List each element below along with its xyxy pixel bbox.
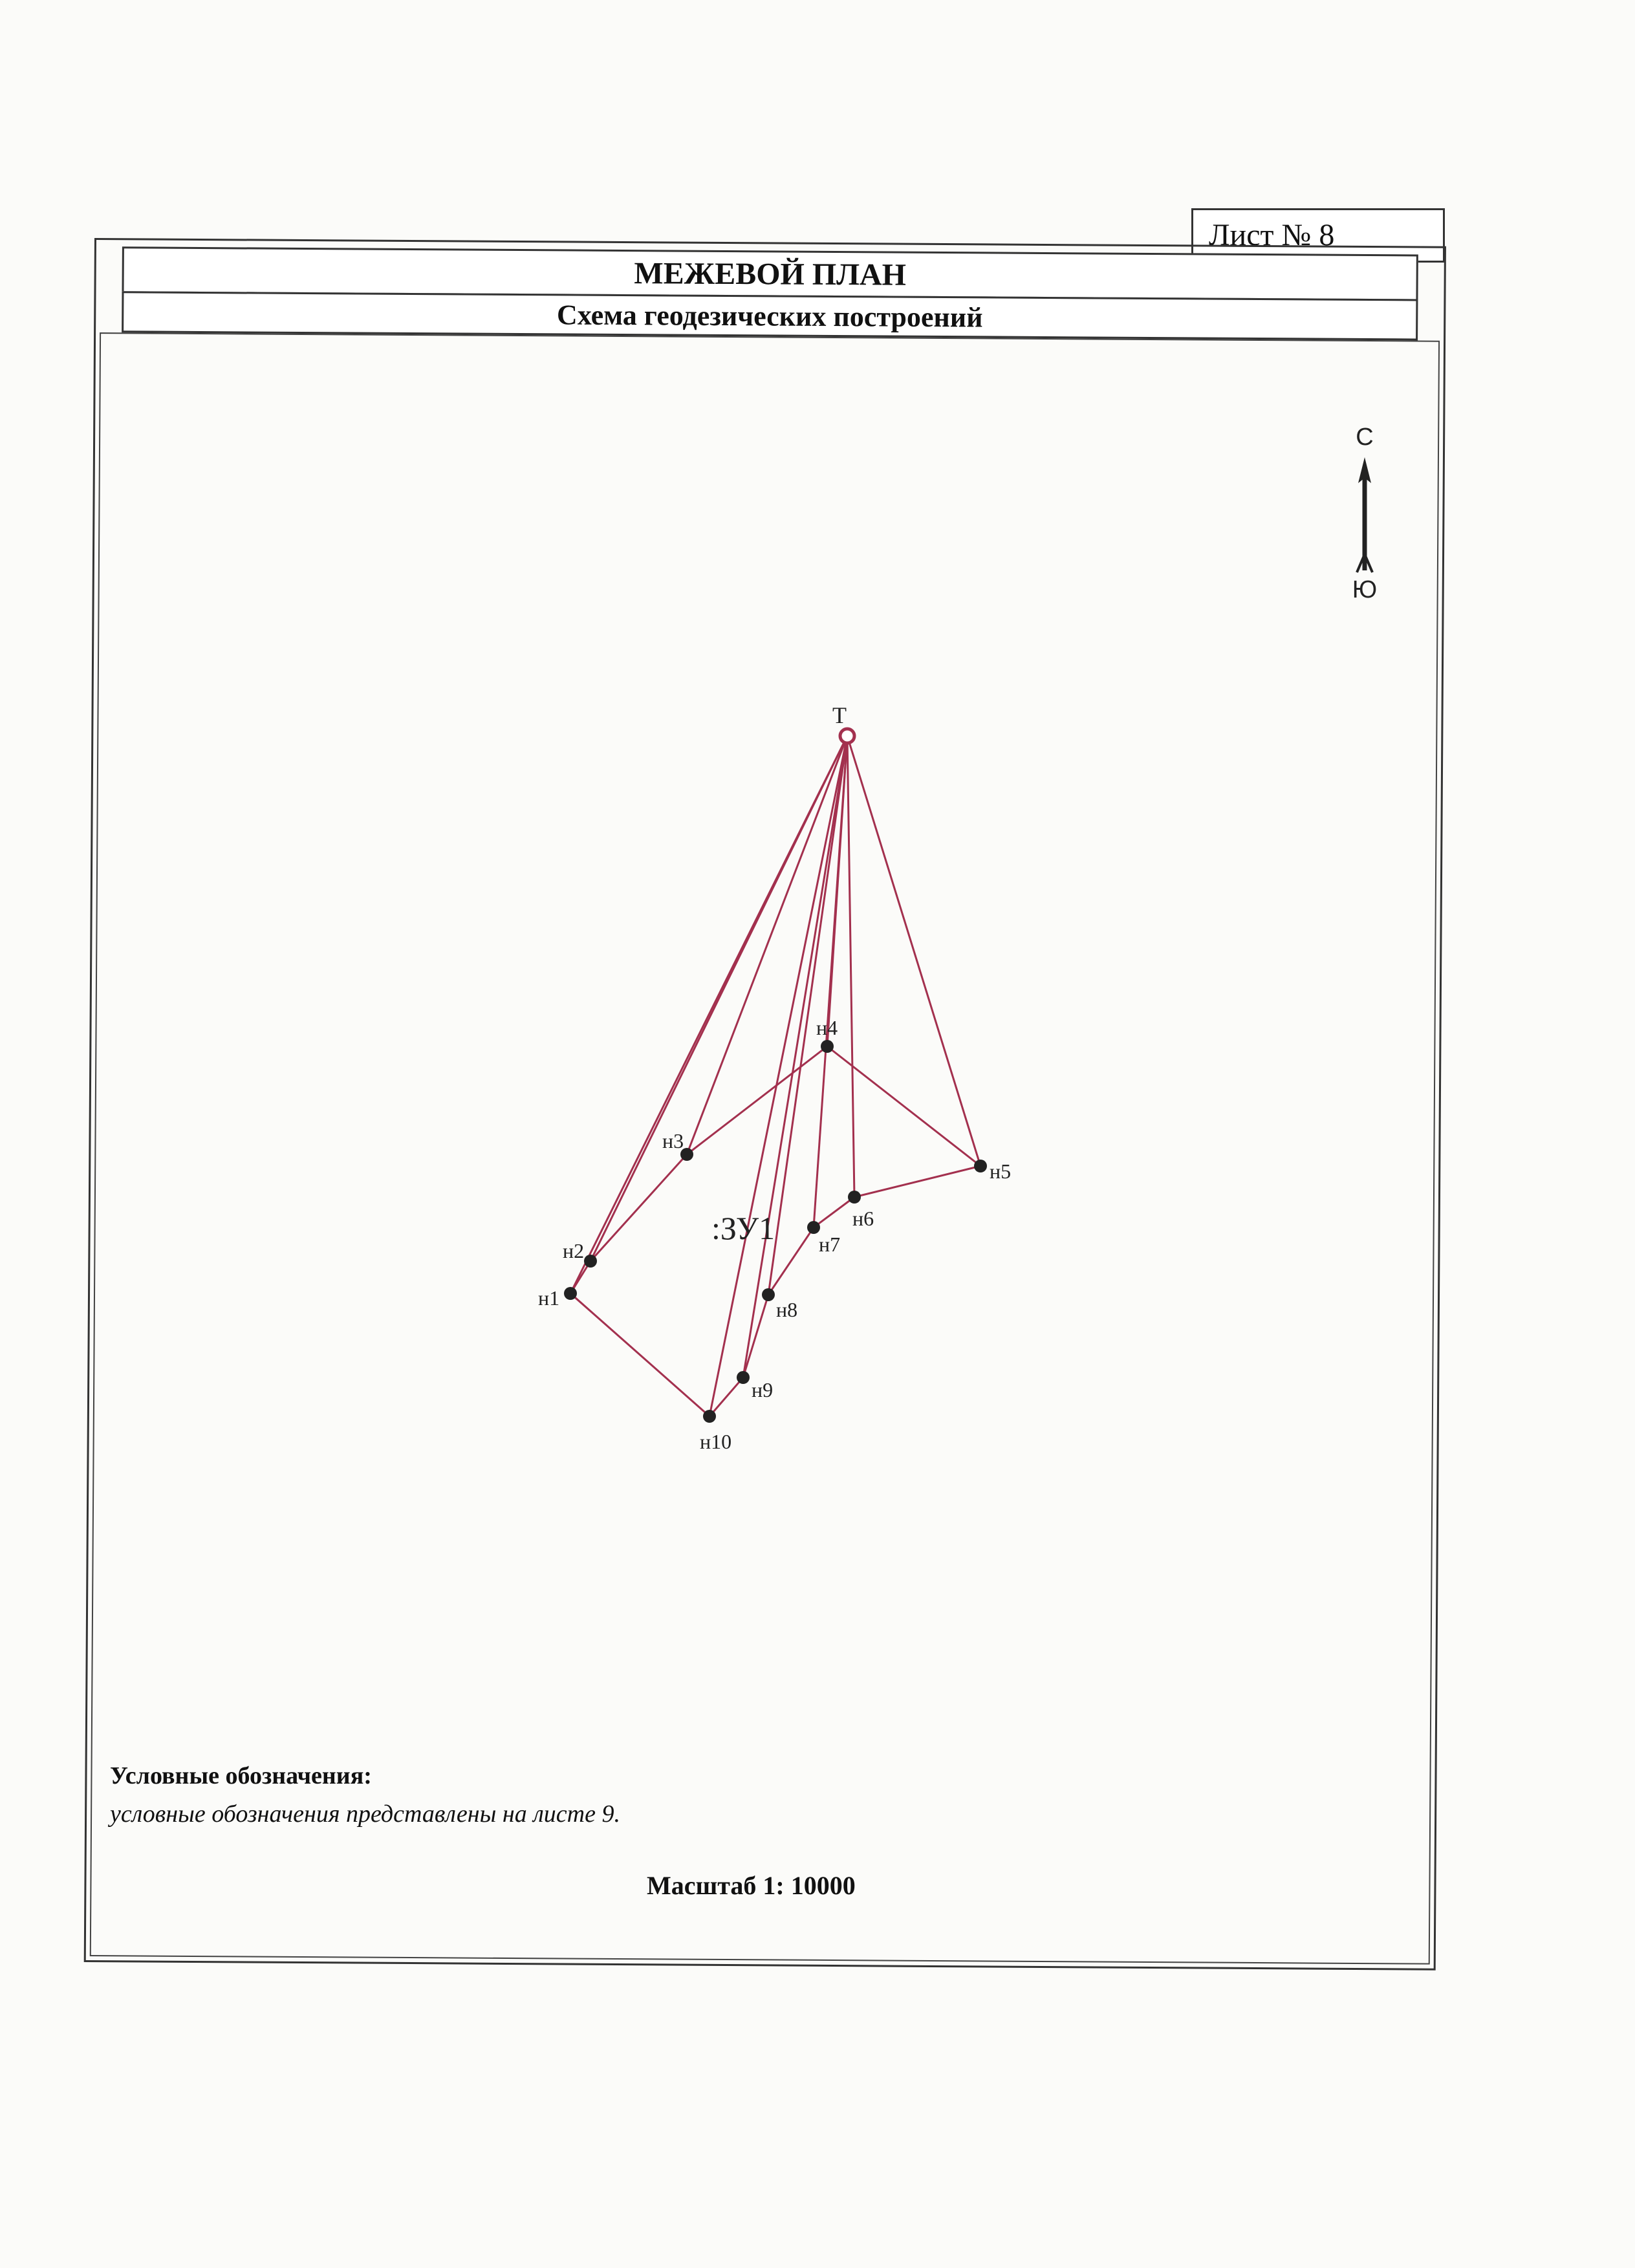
south-label: Ю bbox=[1352, 576, 1378, 603]
legend-title: Условные обозначения: bbox=[110, 1762, 372, 1789]
boundary-point-n4 bbox=[821, 1040, 834, 1053]
boundary-point-n5 bbox=[974, 1160, 987, 1172]
parcel-boundary bbox=[570, 1046, 980, 1416]
boundary-point-n1 bbox=[564, 1287, 577, 1300]
point-label-n2: н2 bbox=[563, 1239, 585, 1262]
ray-to-n2 bbox=[590, 736, 847, 1261]
boundary-point-n10 bbox=[703, 1410, 716, 1423]
boundary-point-n6 bbox=[848, 1191, 861, 1204]
boundary-point-n2 bbox=[584, 1255, 597, 1268]
boundary-n6-n7 bbox=[814, 1197, 854, 1227]
point-label-n5: н5 bbox=[990, 1160, 1012, 1183]
boundary-n5-n6 bbox=[854, 1166, 980, 1197]
ray-to-n6 bbox=[847, 736, 854, 1197]
boundary-n8-n9 bbox=[743, 1295, 768, 1377]
point-label-n7: н7 bbox=[819, 1233, 841, 1256]
north-label: С bbox=[1356, 424, 1374, 451]
legend-text: условные обозначения представлены на листе 9. bbox=[110, 1800, 620, 1828]
point-label-n4: н4 bbox=[816, 1016, 838, 1039]
section-title: Схема геодезических построений bbox=[122, 291, 1418, 340]
boundary-n7-n8 bbox=[768, 1227, 814, 1295]
document-title: МЕЖЕВОЙ ПЛАН bbox=[122, 246, 1418, 301]
point-label-n1: н1 bbox=[538, 1286, 560, 1310]
station-point bbox=[840, 729, 854, 743]
ray-to-n5 bbox=[847, 736, 980, 1166]
point-label-n6: н6 bbox=[852, 1207, 874, 1230]
point-label-n9: н9 bbox=[752, 1378, 774, 1401]
boundary-n4-n5 bbox=[827, 1046, 980, 1166]
boundary-point-n9 bbox=[737, 1371, 750, 1384]
station-label: Т bbox=[832, 702, 847, 728]
sheet-number: Лист № 8 bbox=[1191, 208, 1445, 263]
ray-to-n9 bbox=[743, 736, 847, 1377]
boundary-point-n7 bbox=[807, 1221, 820, 1234]
point-label-n8: н8 bbox=[776, 1298, 798, 1321]
boundary-n10-n1 bbox=[570, 1293, 709, 1416]
point-label-n10: н10 bbox=[700, 1430, 732, 1453]
boundary-n2-n3 bbox=[590, 1154, 687, 1261]
parcel-label: :ЗУ1 bbox=[711, 1210, 775, 1246]
observation-rays bbox=[570, 736, 980, 1416]
boundary-point-n8 bbox=[762, 1288, 775, 1301]
scale-text: Масштаб 1: 10000 bbox=[647, 1871, 856, 1900]
point-label-n3: н3 bbox=[662, 1129, 684, 1152]
boundary-n9-n10 bbox=[709, 1377, 743, 1416]
